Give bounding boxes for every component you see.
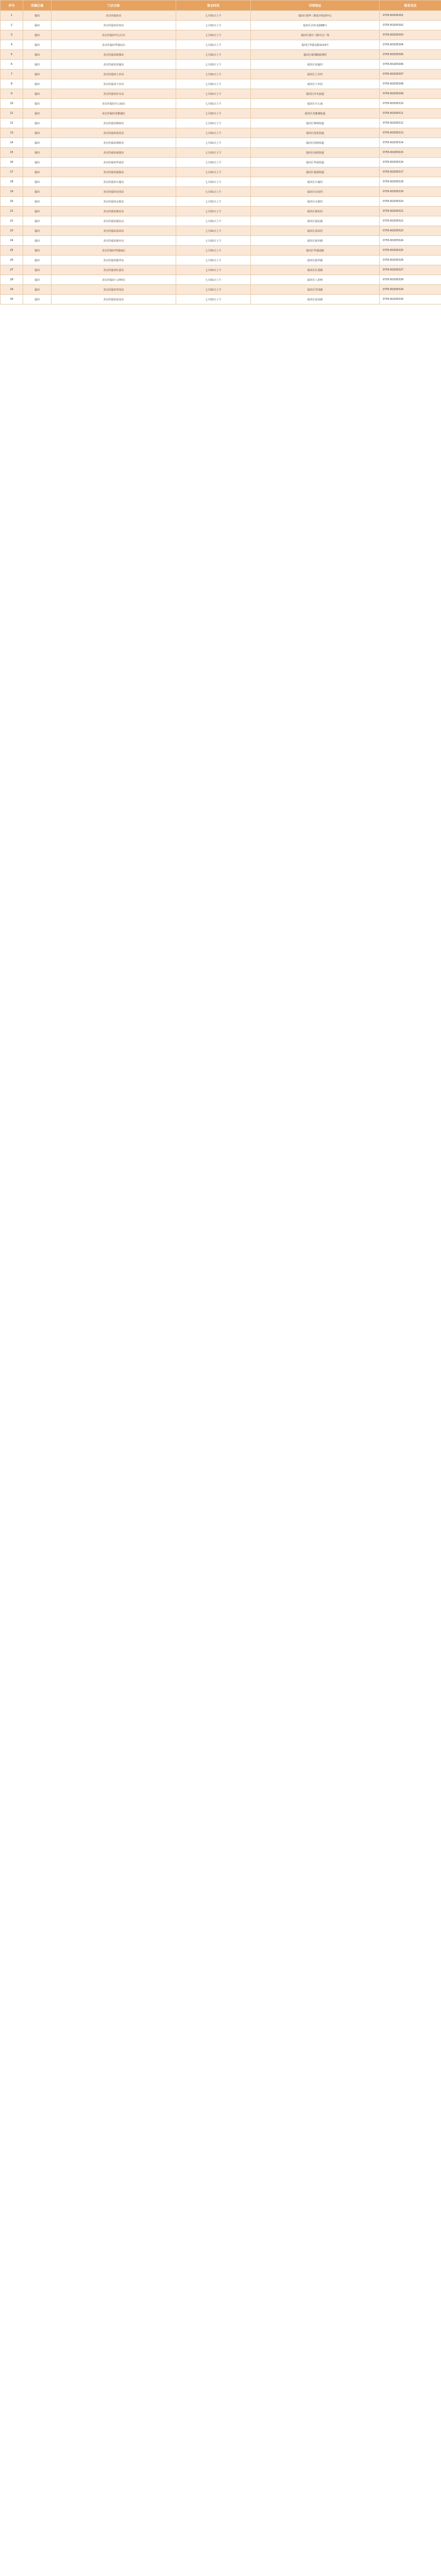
row-phone: 0755-83205330 xyxy=(380,295,441,304)
row-area: 福田 xyxy=(23,177,52,187)
table-row xyxy=(1,50,441,60)
row-phone: 0755-83205318 xyxy=(380,177,441,187)
table-row xyxy=(1,118,441,128)
table-row xyxy=(1,70,441,79)
row-business-time: 七月01日上午 xyxy=(176,187,251,197)
row-address: 福田区景田北路88号 xyxy=(251,21,380,30)
row-business-time: 七月01日上午 xyxy=(176,60,251,70)
row-phone: 0755-83205309 xyxy=(380,89,441,99)
row-business-time: 七月01日上午 xyxy=(176,216,251,226)
row-business-time: 七月01日上午 xyxy=(176,79,251,89)
row-business-time: 七月01日上午 xyxy=(176,118,251,128)
row-area: 福田 xyxy=(23,246,52,256)
row-address: 福田区华强南路 xyxy=(251,246,380,256)
row-store-name: 美宜佳福田园岭店 xyxy=(52,138,176,148)
row-area: 福田 xyxy=(23,226,52,236)
row-store-name: 美宜佳福田沙头店 xyxy=(52,89,176,99)
row-area: 福田 xyxy=(23,138,52,148)
row-index: 25 xyxy=(1,246,23,256)
store-table xyxy=(0,0,441,304)
row-index: 8 xyxy=(1,79,23,89)
row-address: 福田区福保街道 xyxy=(251,167,380,177)
row-phone: 0755-83205324 xyxy=(380,236,441,246)
row-address: 福田区福华三路星河发展中心 xyxy=(251,11,380,21)
row-index: 13 xyxy=(1,128,23,138)
row-business-time: 七月01日上午 xyxy=(176,246,251,256)
row-area: 福田 xyxy=(23,99,52,109)
header-business-time: 营业时间 xyxy=(176,1,251,11)
table-row xyxy=(1,60,441,70)
row-address: 福田区皇岗村 xyxy=(251,187,380,197)
row-area: 福田 xyxy=(23,197,52,207)
table-body xyxy=(1,11,441,304)
row-store-name: 美宜佳福田渔农店 xyxy=(52,207,176,216)
row-phone: 0755-83205316 xyxy=(380,158,441,167)
row-index: 30 xyxy=(1,295,23,304)
row-index: 18 xyxy=(1,177,23,187)
row-store-name: 美宜佳福田水围店 xyxy=(52,197,176,207)
table-row xyxy=(1,177,441,187)
row-area: 福田 xyxy=(23,236,52,246)
row-business-time: 七月01日上午 xyxy=(176,167,251,177)
row-index: 29 xyxy=(1,285,23,295)
row-business-time: 七月01日上午 xyxy=(176,158,251,167)
row-business-time: 七月01日上午 xyxy=(176,138,251,148)
table-row xyxy=(1,158,441,167)
row-phone: 0755-83205322 xyxy=(380,216,441,226)
table-row xyxy=(1,138,441,148)
row-phone: 0755-83205328 xyxy=(380,275,441,285)
row-address: 福田区益田村 xyxy=(251,226,380,236)
row-store-name: 美宜佳福田泥岗店 xyxy=(52,295,176,304)
row-phone: 0755-83205304 xyxy=(380,40,441,50)
table-row xyxy=(1,187,441,197)
row-address: 福田区水围村 xyxy=(251,197,380,207)
row-business-time: 七月01日上午 xyxy=(176,265,251,275)
row-address: 福田区八卦岭 xyxy=(251,275,380,285)
row-business-time: 七月01日上午 xyxy=(176,275,251,285)
row-phone: 0755-83205314 xyxy=(380,138,441,148)
row-area: 福田 xyxy=(23,187,52,197)
table-header-row xyxy=(1,1,441,11)
row-area: 福田 xyxy=(23,109,52,118)
table-row xyxy=(1,40,441,50)
row-address: 福田区新洲路新洲村 xyxy=(251,50,380,60)
row-store-name: 美宜佳福田华强南店 xyxy=(52,246,176,256)
row-business-time: 七月01日上午 xyxy=(176,197,251,207)
table-row xyxy=(1,275,441,285)
row-store-name: 美宜佳福田梅林店 xyxy=(52,118,176,128)
row-address: 福田区下沙村 xyxy=(251,79,380,89)
row-address: 福田区红荔路 xyxy=(251,265,380,275)
row-area: 福田 xyxy=(23,60,52,70)
row-business-time: 七月01日上午 xyxy=(176,30,251,40)
row-address: 福田区振华路 xyxy=(251,256,380,265)
row-area: 福田 xyxy=(23,295,52,304)
row-index: 7 xyxy=(1,70,23,79)
row-store-name: 美宜佳福田华富店 xyxy=(52,158,176,167)
row-area: 福田 xyxy=(23,158,52,167)
row-index: 14 xyxy=(1,138,23,148)
row-business-time: 七月01日上午 xyxy=(176,256,251,265)
row-store-name: 美宜佳福田石厦店 xyxy=(52,177,176,187)
row-store-name: 美宜佳福田福民店 xyxy=(52,216,176,226)
table-row xyxy=(1,30,441,40)
row-phone: 0755-83205325 xyxy=(380,246,441,256)
table-row xyxy=(1,236,441,246)
row-index: 1 xyxy=(1,11,23,21)
row-address: 福田区莲花街道 xyxy=(251,128,380,138)
table-row xyxy=(1,11,441,21)
row-index: 15 xyxy=(1,148,23,158)
row-area: 福田 xyxy=(23,30,52,40)
row-address: 福田区园岭街道 xyxy=(251,138,380,148)
row-store-name: 美宜佳福田福保店 xyxy=(52,167,176,177)
row-business-time: 七月01日上午 xyxy=(176,50,251,60)
header-phone: 联系电话 xyxy=(380,1,441,11)
table-row xyxy=(1,216,441,226)
table-row xyxy=(1,295,441,304)
row-business-time: 七月01日上午 xyxy=(176,40,251,50)
row-index: 5 xyxy=(1,50,23,60)
row-phone: 0755-83205301 xyxy=(380,11,441,21)
table-row xyxy=(1,256,441,265)
table-row xyxy=(1,167,441,177)
row-area: 福田 xyxy=(23,167,52,177)
row-business-time: 七月01日上午 xyxy=(176,89,251,99)
row-business-time: 七月01日上午 xyxy=(176,21,251,30)
row-store-name: 美宜佳福田南园店 xyxy=(52,148,176,158)
row-area: 福田 xyxy=(23,275,52,285)
row-address: 福田区香蜜湖街道 xyxy=(251,109,380,118)
row-business-time: 七月01日上午 xyxy=(176,226,251,236)
table-row xyxy=(1,265,441,275)
row-index: 28 xyxy=(1,275,23,285)
row-store-name: 美宜佳福田岗厦店 xyxy=(52,60,176,70)
row-business-time: 七月01日上午 xyxy=(176,177,251,187)
row-address: 福田区笋岗路 xyxy=(251,285,380,295)
row-phone: 0755-83205313 xyxy=(380,128,441,138)
row-business-time: 七月01日上午 xyxy=(176,128,251,138)
row-store-name: 美宜佳福田店 xyxy=(52,11,176,21)
row-index: 2 xyxy=(1,21,23,30)
table-row xyxy=(1,128,441,138)
row-business-time: 七月01日上午 xyxy=(176,207,251,216)
header-address: 详细地址 xyxy=(251,1,380,11)
table-row xyxy=(1,246,441,256)
row-business-time: 七月01日上午 xyxy=(176,236,251,246)
table-row xyxy=(1,226,441,236)
row-address: 福田区南园街道 xyxy=(251,148,380,158)
table-row xyxy=(1,89,441,99)
row-store-name: 美宜佳福田上沙店 xyxy=(52,70,176,79)
table-row xyxy=(1,21,441,30)
row-address: 福田区沙头街道 xyxy=(251,89,380,99)
row-index: 17 xyxy=(1,167,23,177)
row-index: 24 xyxy=(1,236,23,246)
row-store-name: 美宜佳福田下沙店 xyxy=(52,79,176,89)
table-row xyxy=(1,79,441,89)
row-index: 22 xyxy=(1,216,23,226)
row-index: 19 xyxy=(1,187,23,197)
table-row xyxy=(1,197,441,207)
row-index: 21 xyxy=(1,207,23,216)
row-store-name: 美宜佳福田车公庙店 xyxy=(52,99,176,109)
row-business-time: 七月01日上午 xyxy=(176,148,251,158)
row-phone: 0755-83205302 xyxy=(380,21,441,30)
row-area: 福田 xyxy=(23,148,52,158)
row-index: 26 xyxy=(1,256,23,265)
row-business-time: 七月01日上午 xyxy=(176,285,251,295)
table-row xyxy=(1,285,441,295)
row-address: 福田区车公庙 xyxy=(251,99,380,109)
row-index: 20 xyxy=(1,197,23,207)
row-area: 福田 xyxy=(23,70,52,79)
row-area: 福田 xyxy=(23,50,52,60)
row-phone: 0755-83205326 xyxy=(380,256,441,265)
row-phone: 0755-83205320 xyxy=(380,197,441,207)
row-area: 福田 xyxy=(23,21,52,30)
row-phone: 0755-83205306 xyxy=(380,60,441,70)
header-index: 序号 xyxy=(1,1,23,11)
row-phone: 0755-83205315 xyxy=(380,148,441,158)
row-store-name: 美宜佳福田八卦岭店 xyxy=(52,275,176,285)
row-address: 福田区华强北路1019号 xyxy=(251,40,380,50)
row-phone: 0755-83205307 xyxy=(380,70,441,79)
row-phone: 0755-83205312 xyxy=(380,118,441,128)
row-store-name: 美宜佳福田振华店 xyxy=(52,256,176,265)
row-store-name: 美宜佳福田红荔店 xyxy=(52,265,176,275)
table-row xyxy=(1,109,441,118)
row-area: 福田 xyxy=(23,285,52,295)
row-index: 23 xyxy=(1,226,23,236)
row-index: 16 xyxy=(1,158,23,167)
row-address: 福田区华富街道 xyxy=(251,158,380,167)
row-store-name: 美宜佳福田新沙店 xyxy=(52,236,176,246)
row-address: 福田区福中三路中心广场 xyxy=(251,30,380,40)
row-store-name: 美宜佳福田景田店 xyxy=(52,21,176,30)
row-phone: 0755-83205311 xyxy=(380,109,441,118)
row-phone: 0755-83205323 xyxy=(380,226,441,236)
row-index: 6 xyxy=(1,60,23,70)
row-store-name: 美宜佳福田中心区店 xyxy=(52,30,176,40)
row-address: 福田区石厦村 xyxy=(251,177,380,187)
row-area: 福田 xyxy=(23,256,52,265)
row-business-time: 七月01日上午 xyxy=(176,99,251,109)
row-business-time: 七月01日上午 xyxy=(176,295,251,304)
row-store-name: 美宜佳福田笋岗店 xyxy=(52,285,176,295)
header-area: 所属区域 xyxy=(23,1,52,11)
row-index: 9 xyxy=(1,89,23,99)
table-row xyxy=(1,207,441,216)
row-business-time: 七月01日上午 xyxy=(176,109,251,118)
row-area: 福田 xyxy=(23,118,52,128)
row-area: 福田 xyxy=(23,89,52,99)
header-store-name: 门店名称 xyxy=(52,1,176,11)
row-area: 福田 xyxy=(23,11,52,21)
row-area: 福田 xyxy=(23,79,52,89)
row-phone: 0755-83205310 xyxy=(380,99,441,109)
row-store-name: 美宜佳福田益田店 xyxy=(52,226,176,236)
row-index: 12 xyxy=(1,118,23,128)
row-phone: 0755-83205329 xyxy=(380,285,441,295)
row-phone: 0755-83205321 xyxy=(380,207,441,216)
row-store-name: 美宜佳福田莲花店 xyxy=(52,128,176,138)
row-area: 福田 xyxy=(23,265,52,275)
row-phone: 0755-83205319 xyxy=(380,187,441,197)
row-business-time: 七月01日上午 xyxy=(176,70,251,79)
table-row xyxy=(1,99,441,109)
row-store-name: 美宜佳福田华强北店 xyxy=(52,40,176,50)
row-store-name: 美宜佳福田皇岗店 xyxy=(52,187,176,197)
row-address: 福田区上沙村 xyxy=(251,70,380,79)
row-phone: 0755-83205317 xyxy=(380,167,441,177)
row-store-name: 美宜佳福田香蜜湖店 xyxy=(52,109,176,118)
row-phone: 0755-83205308 xyxy=(380,79,441,89)
row-phone: 0755-83205327 xyxy=(380,265,441,275)
row-index: 10 xyxy=(1,99,23,109)
row-address: 福田区岗厦村 xyxy=(251,60,380,70)
row-address: 福田区福民路 xyxy=(251,216,380,226)
row-area: 福田 xyxy=(23,207,52,216)
row-address: 福田区泥岗路 xyxy=(251,295,380,304)
row-address: 福田区渔农村 xyxy=(251,207,380,216)
row-phone: 0755-83205303 xyxy=(380,30,441,40)
row-address: 福田区梅林街道 xyxy=(251,118,380,128)
row-area: 福田 xyxy=(23,128,52,138)
row-phone: 0755-83205305 xyxy=(380,50,441,60)
row-index: 3 xyxy=(1,30,23,40)
table-row xyxy=(1,148,441,158)
row-business-time: 七月01日上午 xyxy=(176,11,251,21)
row-index: 11 xyxy=(1,109,23,118)
row-store-name: 美宜佳福田新洲店 xyxy=(52,50,176,60)
row-area: 福田 xyxy=(23,216,52,226)
row-index: 27 xyxy=(1,265,23,275)
row-address: 福田区新沙路 xyxy=(251,236,380,246)
row-index: 4 xyxy=(1,40,23,50)
row-area: 福田 xyxy=(23,40,52,50)
